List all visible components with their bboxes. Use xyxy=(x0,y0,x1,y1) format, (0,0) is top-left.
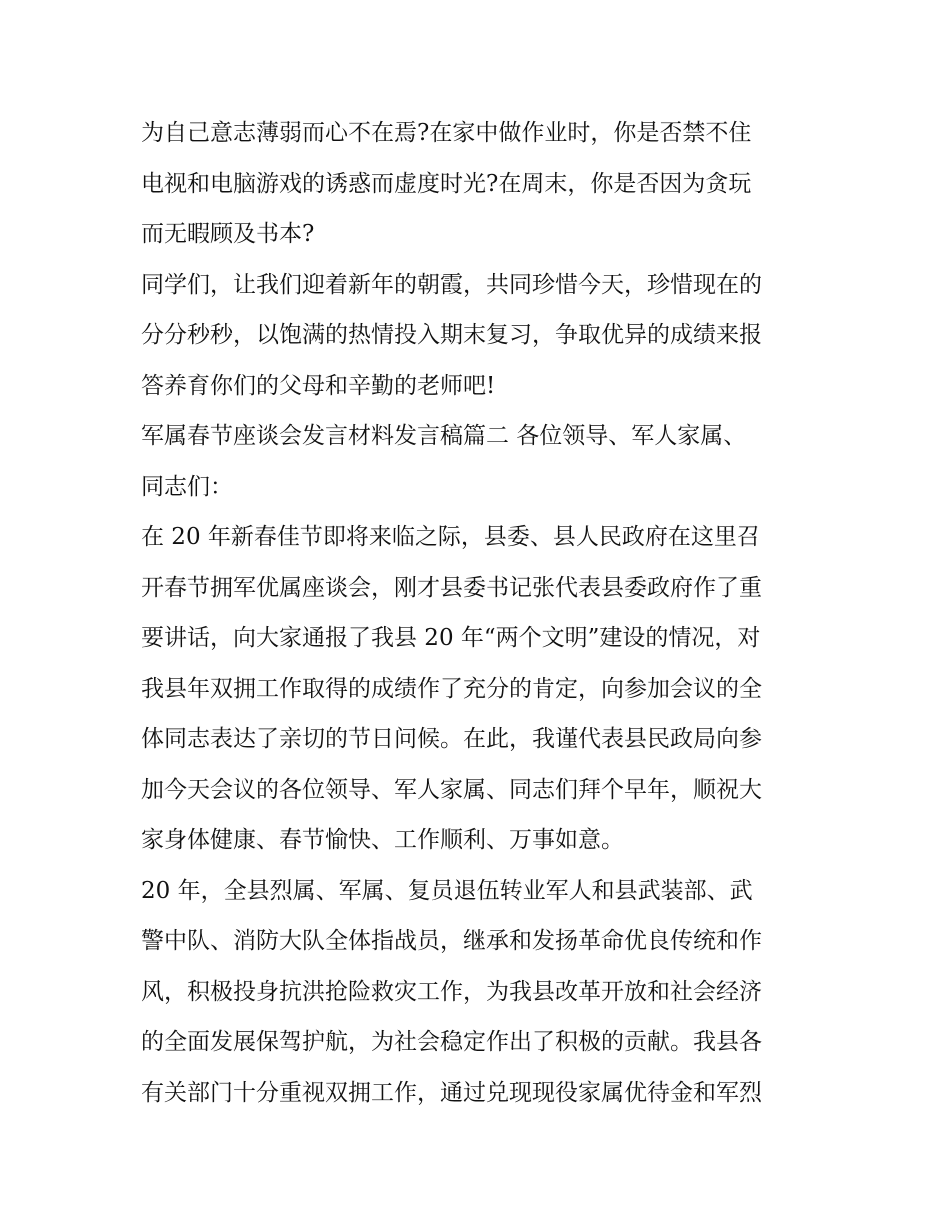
section-heading-line: 军属春节座谈会发言材料发言稿篇二 各位领导、军人家属、 xyxy=(141,423,747,449)
text-line: 有关部门十分重视双拥工作，通过兑现现役家属优待金和军烈 xyxy=(141,1079,762,1106)
text-line: 家身体健康、春节愉快、工作顺利、万事如意。 xyxy=(141,827,624,853)
text-line: 开春节拥军优属座谈会，刚才县委书记张代表县委政府作了重 xyxy=(141,574,762,601)
text-line: 要讲话，向大家通报了我县 20 年“两个文明”建设的情况，对 xyxy=(141,625,761,651)
text-line: 答养育你们的父母和辛勤的老师吧! xyxy=(141,372,496,399)
text-line: 分分秒秒，以饱满的热情投入期末复习，争取优异的成绩来报 xyxy=(141,322,762,348)
document-body xyxy=(141,108,821,1118)
text-line: 同学们，让我们迎着新年的朝霞，共同珍惜今天，珍惜现在的 xyxy=(141,271,762,298)
text-line: 风，积极投身抗洪抢险救灾工作，为我县改革开放和社会经济 xyxy=(141,978,762,1005)
text-line: 加今天会议的各位领导、军人家属、同志们拜个早年，顺祝大 xyxy=(141,776,762,803)
text-line: 而无暇顾及书本? xyxy=(141,221,315,247)
text-line: 同志们： xyxy=(141,473,233,500)
text-line: 的全面发展保驾护航，为社会稳定作出了积极的贡献。我县各 xyxy=(141,1029,762,1055)
text-line: 20 年，全县烈属、军属、复员退伍转业军人和县武装部、武 xyxy=(141,877,753,904)
text-line: 警中队、消防大队全体指战员，继承和发扬革命优良传统和作 xyxy=(141,928,762,954)
text-line: 我县年双拥工作取得的成绩作了充分的肯定，向参加会议的全 xyxy=(141,675,762,702)
text-line: 在 20 年新春佳节即将来临之际，县委、县人民政府在这里召 xyxy=(141,524,760,550)
text-line: 为自己意志薄弱而心不在焉?在家中做作业时，你是否禁不住 xyxy=(141,120,752,146)
text-line: 电视和电脑游戏的诱惑而虚度时光?在周末，你是否因为贪玩 xyxy=(141,170,752,197)
text-line: 体同志表达了亲切的节日问候。在此，我谨代表县民政局向参 xyxy=(141,726,762,752)
